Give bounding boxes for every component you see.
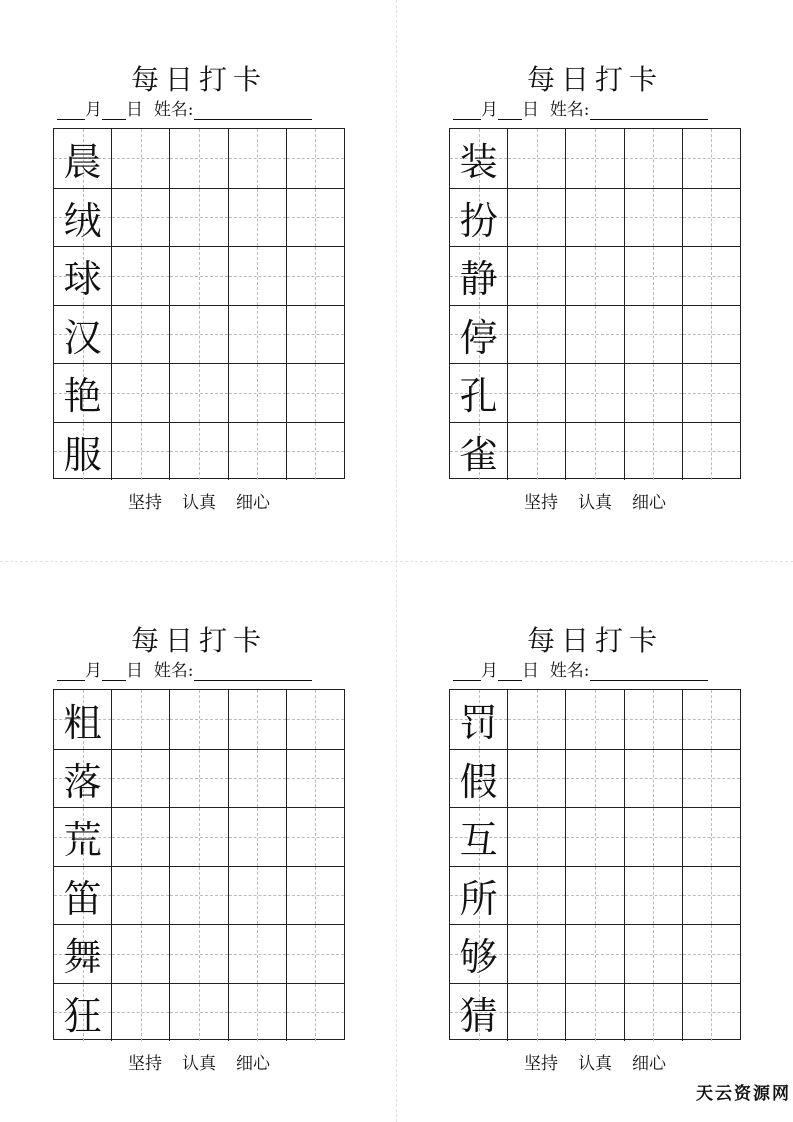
practice-cell[interactable] (507, 306, 565, 364)
practice-cell[interactable] (111, 808, 169, 866)
practice-cell[interactable] (228, 867, 286, 925)
model-char-cell (450, 247, 507, 305)
grid-row (450, 422, 740, 481)
card-footer (53, 1049, 345, 1074)
day-blank[interactable] (498, 103, 522, 120)
practice-cell[interactable] (111, 364, 169, 422)
practice-cell[interactable] (507, 423, 565, 481)
practice-cell[interactable] (169, 247, 227, 305)
model-char: 笛 (63, 876, 102, 921)
practice-cell[interactable] (228, 423, 286, 481)
grid-row (54, 129, 344, 188)
day-blank[interactable] (498, 664, 522, 681)
model-char-cell (54, 129, 111, 188)
footer-word: 认真 (578, 1054, 612, 1074)
grid-row (450, 363, 740, 422)
footer-word: 细心 (236, 1054, 270, 1074)
card-title: 每日打卡 (130, 63, 267, 96)
practice-cell[interactable] (111, 690, 169, 749)
model-char: 孔 (459, 374, 498, 419)
practice-cell[interactable] (228, 247, 286, 305)
date-name-line (453, 656, 708, 681)
card-title: 每日打卡 (130, 624, 267, 657)
model-char-cell (54, 750, 111, 808)
grid-row (450, 246, 740, 305)
practice-cell[interactable] (169, 306, 227, 364)
model-char-cell (54, 867, 111, 925)
month-label: 月 (481, 661, 498, 681)
model-char-cell (450, 306, 507, 364)
practice-cell[interactable] (228, 189, 286, 247)
footer-word: 细心 (236, 493, 270, 513)
practice-cell[interactable] (565, 925, 623, 983)
practice-cell[interactable] (682, 925, 740, 983)
name-blank[interactable] (590, 664, 708, 681)
practice-cell[interactable] (169, 364, 227, 422)
day-label: 日 (522, 100, 539, 120)
card-footer (449, 488, 741, 513)
model-char: 假 (459, 759, 498, 804)
practice-cell[interactable] (169, 189, 227, 247)
practice-cell[interactable] (565, 750, 623, 808)
practice-cell[interactable] (111, 984, 169, 1042)
practice-cell[interactable] (286, 984, 344, 1042)
practice-cell[interactable] (682, 690, 740, 749)
practice-cell[interactable] (286, 247, 344, 305)
model-char: 所 (459, 876, 498, 921)
practice-cell[interactable] (286, 925, 344, 983)
practice-cell[interactable] (507, 690, 565, 749)
day-label: 日 (126, 100, 143, 120)
grid-row (450, 749, 740, 808)
practice-cell[interactable] (565, 808, 623, 866)
name-blank[interactable] (590, 103, 708, 120)
month-label: 月 (85, 661, 102, 681)
footer-word: 认真 (182, 493, 216, 513)
practice-cell[interactable] (111, 189, 169, 247)
practice-cell[interactable] (507, 984, 565, 1042)
horizontal-cut-line (0, 561, 793, 562)
grid-row (54, 305, 344, 364)
watermark: 天云资源网 (696, 1084, 791, 1104)
grid-row (450, 924, 740, 983)
model-char: 罚 (459, 700, 498, 745)
practice-cell[interactable] (111, 867, 169, 925)
model-char: 服 (63, 432, 102, 477)
name-blank[interactable] (194, 664, 312, 681)
practice-cell[interactable] (682, 984, 740, 1042)
grid-row (54, 807, 344, 866)
grid-row (54, 749, 344, 808)
model-char-cell (450, 867, 507, 925)
practice-cell[interactable] (565, 364, 623, 422)
practice-cell[interactable] (624, 129, 682, 188)
practice-cell[interactable] (286, 306, 344, 364)
model-char: 落 (63, 759, 102, 804)
practice-cell[interactable] (507, 867, 565, 925)
footer-word: 认真 (182, 1054, 216, 1074)
practice-cell[interactable] (169, 925, 227, 983)
practice-cell[interactable] (507, 925, 565, 983)
model-char: 汉 (63, 315, 102, 360)
card-footer (53, 488, 345, 513)
model-char: 猜 (459, 993, 498, 1038)
grid-row (450, 129, 740, 188)
model-char-cell (450, 364, 507, 422)
practice-cell[interactable] (624, 306, 682, 364)
grid-row (450, 188, 740, 247)
practice-cell[interactable] (565, 306, 623, 364)
practice-cell[interactable] (507, 189, 565, 247)
model-char-cell (450, 423, 507, 481)
model-char: 停 (459, 315, 498, 360)
footer-word: 坚持 (524, 1054, 558, 1074)
writing-grid (449, 689, 741, 1040)
practice-cell[interactable] (624, 364, 682, 422)
model-char-cell (450, 690, 507, 749)
card-title: 每日打卡 (526, 624, 663, 657)
model-char: 雀 (459, 432, 498, 477)
practice-cell[interactable] (507, 364, 565, 422)
practice-cell[interactable] (286, 867, 344, 925)
practice-cell[interactable] (682, 867, 740, 925)
model-char-cell (450, 750, 507, 808)
model-char: 够 (459, 935, 498, 980)
practice-cell[interactable] (682, 306, 740, 364)
model-char-cell (54, 423, 111, 481)
model-char: 静 (459, 257, 498, 302)
grid-row (450, 866, 740, 925)
practice-cell[interactable] (682, 364, 740, 422)
practice-cell[interactable] (624, 808, 682, 866)
name-label: 姓名: (549, 661, 590, 681)
practice-cell[interactable] (228, 750, 286, 808)
model-char: 装 (459, 139, 498, 184)
practice-cell[interactable] (624, 189, 682, 247)
practice-cell[interactable] (682, 808, 740, 866)
practice-cell[interactable] (286, 423, 344, 481)
model-char: 舞 (63, 935, 102, 980)
model-char-cell (54, 189, 111, 247)
practice-cell[interactable] (565, 984, 623, 1042)
month-blank[interactable] (57, 664, 85, 681)
footer-word: 认真 (578, 493, 612, 513)
name-label: 姓名: (153, 661, 194, 681)
grid-row (54, 246, 344, 305)
practice-cell[interactable] (111, 925, 169, 983)
practice-cell[interactable] (682, 247, 740, 305)
model-char-cell (54, 925, 111, 983)
model-char-cell (450, 808, 507, 866)
grid-row (54, 363, 344, 422)
month-label: 月 (85, 100, 102, 120)
practice-cell[interactable] (507, 750, 565, 808)
practice-cell[interactable] (507, 247, 565, 305)
name-blank[interactable] (194, 103, 312, 120)
date-name-line (57, 656, 312, 681)
model-char-cell (450, 129, 507, 188)
model-char: 艳 (63, 374, 102, 419)
grid-row (54, 866, 344, 925)
grid-row (450, 690, 740, 749)
model-char-cell (54, 808, 111, 866)
practice-cell[interactable] (111, 247, 169, 305)
model-char: 互 (459, 818, 498, 863)
practice-cell[interactable] (111, 306, 169, 364)
practice-cell[interactable] (624, 925, 682, 983)
practice-cell[interactable] (565, 867, 623, 925)
practice-cell[interactable] (228, 984, 286, 1042)
model-char-cell (54, 306, 111, 364)
practice-cell[interactable] (228, 808, 286, 866)
practice-cell[interactable] (228, 306, 286, 364)
footer-word: 坚持 (128, 493, 162, 513)
practice-cell[interactable] (228, 364, 286, 422)
model-char-cell (450, 925, 507, 983)
practice-cell[interactable] (286, 364, 344, 422)
writing-grid (449, 128, 741, 479)
day-blank[interactable] (102, 103, 126, 120)
model-char-cell (54, 690, 111, 749)
model-char: 绒 (63, 198, 102, 243)
practice-cell[interactable] (169, 690, 227, 749)
practice-cell[interactable] (682, 423, 740, 481)
month-blank[interactable] (453, 664, 481, 681)
model-char-cell (54, 247, 111, 305)
date-name-line (57, 95, 312, 120)
practice-cell[interactable] (169, 750, 227, 808)
model-char-cell (450, 189, 507, 247)
footer-word: 细心 (632, 493, 666, 513)
practice-cell[interactable] (111, 129, 169, 188)
model-char: 粗 (63, 700, 102, 745)
model-char-cell (450, 984, 507, 1042)
grid-row (54, 924, 344, 983)
month-blank[interactable] (57, 103, 85, 120)
practice-cell[interactable] (286, 189, 344, 247)
model-char-cell (54, 364, 111, 422)
practice-cell[interactable] (682, 129, 740, 188)
writing-grid (53, 689, 345, 1040)
practice-cell[interactable] (169, 808, 227, 866)
practice-cell[interactable] (111, 423, 169, 481)
practice-cell[interactable] (624, 750, 682, 808)
date-name-line (453, 95, 708, 120)
grid-row (54, 690, 344, 749)
practice-cell[interactable] (624, 984, 682, 1042)
practice-cell[interactable] (286, 808, 344, 866)
practice-cell[interactable] (565, 690, 623, 749)
footer-word: 坚持 (128, 1054, 162, 1074)
card-title: 每日打卡 (526, 63, 663, 96)
practice-cell[interactable] (682, 189, 740, 247)
card-footer (449, 1049, 741, 1074)
practice-cell[interactable] (565, 129, 623, 188)
grid-row (54, 188, 344, 247)
practice-cell[interactable] (169, 984, 227, 1042)
month-label: 月 (481, 100, 498, 120)
name-label: 姓名: (549, 100, 590, 120)
practice-cell[interactable] (624, 423, 682, 481)
practice-cell[interactable] (624, 247, 682, 305)
practice-cell[interactable] (507, 808, 565, 866)
practice-cell[interactable] (682, 750, 740, 808)
grid-row (54, 983, 344, 1042)
practice-cell[interactable] (228, 925, 286, 983)
name-label: 姓名: (153, 100, 194, 120)
grid-row (450, 305, 740, 364)
practice-cell[interactable] (565, 423, 623, 481)
day-label: 日 (522, 661, 539, 681)
model-char: 荒 (63, 818, 102, 863)
practice-cell[interactable] (286, 129, 344, 188)
practice-cell[interactable] (286, 750, 344, 808)
practice-cell[interactable] (286, 690, 344, 749)
writing-grid (53, 128, 345, 479)
grid-row (54, 422, 344, 481)
practice-cell[interactable] (111, 750, 169, 808)
practice-cell[interactable] (228, 690, 286, 749)
model-char: 晨 (63, 139, 102, 184)
practice-cell[interactable] (169, 867, 227, 925)
day-label: 日 (126, 661, 143, 681)
practice-cell[interactable] (228, 129, 286, 188)
day-blank[interactable] (102, 664, 126, 681)
grid-row (450, 807, 740, 866)
practice-cell[interactable] (624, 867, 682, 925)
practice-cell[interactable] (507, 129, 565, 188)
practice-cell[interactable] (565, 189, 623, 247)
practice-cell[interactable] (565, 247, 623, 305)
footer-word: 坚持 (524, 493, 558, 513)
practice-cell[interactable] (169, 129, 227, 188)
model-char: 狂 (63, 993, 102, 1038)
model-char-cell (54, 984, 111, 1042)
month-blank[interactable] (453, 103, 481, 120)
footer-word: 细心 (632, 1054, 666, 1074)
practice-cell[interactable] (169, 423, 227, 481)
model-char: 扮 (459, 198, 498, 243)
model-char: 球 (63, 257, 102, 302)
grid-row (450, 983, 740, 1042)
practice-cell[interactable] (624, 690, 682, 749)
